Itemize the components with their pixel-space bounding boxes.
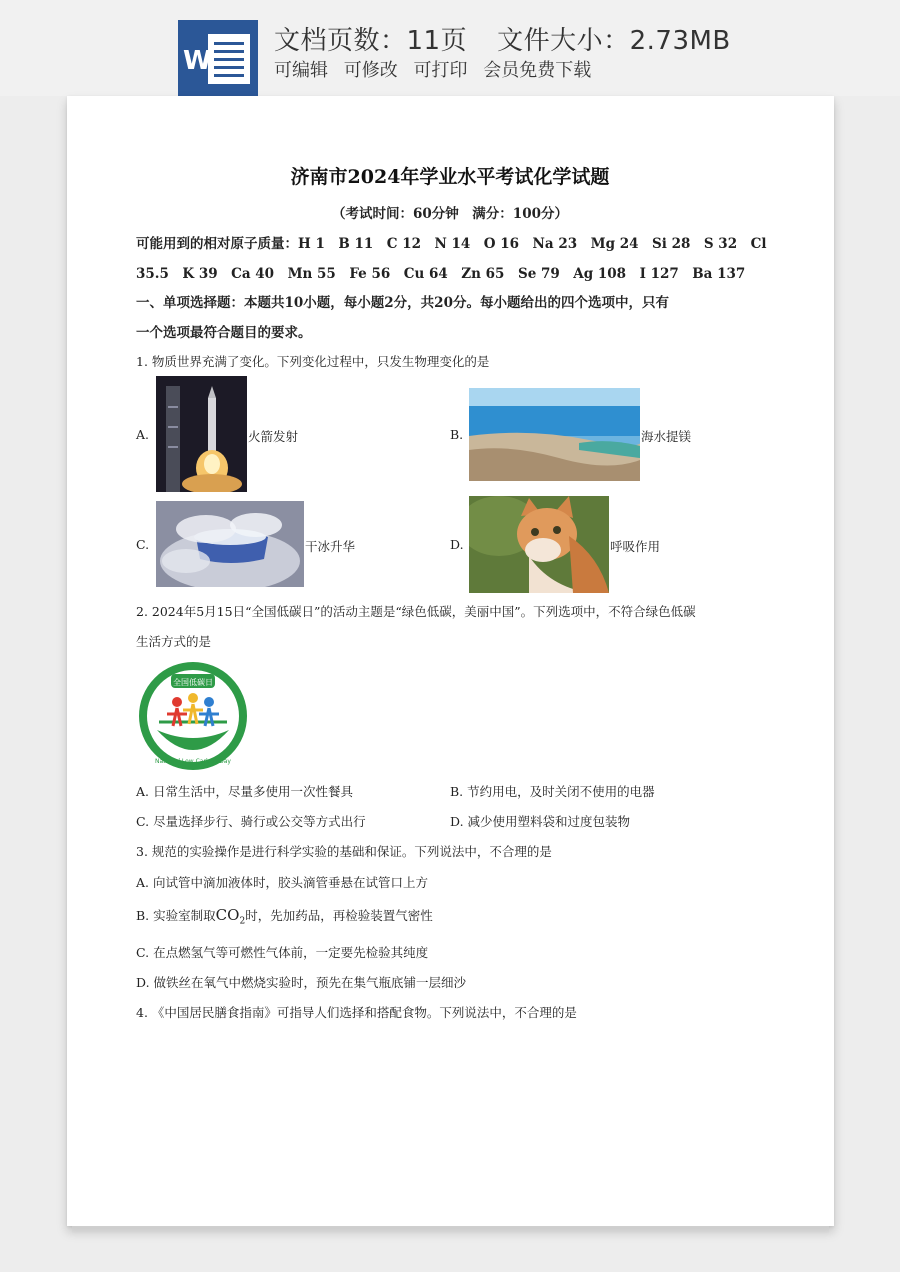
q3-option-c-text: 在点燃氢气等可燃性气体前，一定要先检验其纯度 — [153, 945, 429, 960]
atomic-masses-line2: 35.5 K 39 Ca 40 Mn 55 Fe 56 Cu 64 Zn 65 Se 79 Ag 108 I 127 Ba 137 — [136, 266, 746, 282]
q1-option-a-text: 火箭发射 — [248, 429, 299, 444]
q3-option-a — [136, 873, 428, 891]
q2-option-c-text: 尽量选择步行、骑行或公交等方式出行 — [153, 814, 366, 829]
q3-option-b-letter: B. — [136, 908, 150, 923]
file-actions — [274, 56, 601, 82]
q3-option-a-letter: A. — [136, 875, 150, 890]
question-3-stem: 3. 规范的实验操作是进行科学实验的基础和保证。下列说法中，不合理的是 — [136, 844, 552, 859]
word-document-icon — [178, 20, 258, 96]
q3-option-b-text-after: 时，先加药品，再检验装置气密性 — [245, 908, 433, 923]
q2-option-c-letter: C. — [136, 814, 150, 829]
file-stats — [274, 20, 731, 57]
q2-option-a-text: 日常生活中，尽量多使用一次性餐具 — [153, 784, 354, 799]
q2-option-b — [450, 782, 655, 800]
dry-ice-photo — [156, 501, 304, 587]
q1-option-a-letter: A. — [136, 427, 150, 442]
q3-option-c — [136, 943, 428, 961]
q1-option-d-letter: D. — [450, 537, 464, 552]
question-2-stem-line1: 2. 2024年5月15日“全国低碳日”的活动主题是“绿色低碳，美丽中国”。下列选项中，不符合绿色低碳 — [136, 604, 696, 619]
page-count-label: 文档页数：11页 — [274, 26, 468, 56]
q3-option-a-text: 向试管中滴加液体时，胶头滴管垂悬在试管口上方 — [153, 875, 429, 890]
svg-text:W: W — [183, 46, 212, 76]
q1-option-b-text: 海水提镁 — [641, 429, 692, 444]
q3-option-d-text: 做铁丝在氧气中燃烧实验时，预先在集气瓶底铺一层细沙 — [153, 975, 467, 990]
q2-option-b-letter: B. — [450, 784, 464, 799]
atomic-masses-line1: 可能用到的相对原子质量：H 1 B 11 C 12 N 14 O 16 Na 23 Mg 24 Si 28 S 32 Cl — [136, 236, 767, 252]
q2-option-d-letter: D. — [450, 814, 464, 829]
q1-option-c-letter: C. — [136, 537, 150, 552]
section-heading-line2: 一个选项最符合题目的要求。 — [136, 325, 312, 341]
q2-option-d — [450, 812, 630, 830]
cat-photo — [469, 496, 609, 593]
action-modifiable: 可修改 — [343, 60, 398, 81]
q1-option-b-letter: B. — [450, 427, 464, 442]
q3-option-d — [136, 973, 466, 991]
q1-option-d-text: 呼吸作用 — [610, 539, 661, 554]
q2-option-a — [136, 782, 353, 800]
exam-info: （考试时间：60分钟 满分：100分） — [332, 206, 568, 222]
co2-subscript: 2 — [239, 916, 246, 927]
question-2-stem-line2: 生活方式的是 — [136, 634, 212, 649]
low-carbon-day-logo — [137, 660, 249, 772]
action-printable: 可打印 — [413, 60, 468, 81]
q3-option-b — [136, 906, 433, 927]
seawater-photo — [469, 388, 640, 481]
q2-option-a-letter: A. — [136, 784, 150, 799]
file-size-label: 文件大小：2.73MB — [497, 26, 731, 56]
question-4-stem: 4. 《中国居民膳食指南》可指导人们选择和搭配食物。下列说法中，不合理的是 — [136, 1005, 577, 1020]
q2-option-c — [136, 812, 366, 830]
action-member-download: 会员免费下载 — [483, 60, 592, 81]
page-title: 济南市2024年学业水平考试化学试题 — [290, 166, 610, 188]
action-editable: 可编辑 — [274, 60, 328, 81]
section-heading-line1: 一、单项选择题：本题共10小题，每小题2分，共20分。每小题给出的四个选项中，只有 — [136, 295, 669, 311]
q2-option-d-text: 减少使用塑料袋和过度包装物 — [467, 814, 631, 829]
co2-formula: CO — [215, 906, 240, 924]
question-1-stem: 1. 物质世界充满了变化。下列变化过程中，只发生物理变化的是 — [136, 354, 490, 369]
page-shadow — [72, 1226, 829, 1234]
q3-option-c-letter: C. — [136, 945, 150, 960]
logo-text-cn: 全国低碳日 — [173, 678, 213, 687]
q3-option-d-letter: D. — [136, 975, 150, 990]
rocket-launch-photo — [156, 376, 247, 492]
file-info-banner — [0, 0, 900, 96]
q2-option-b-text: 节约用电，及时关闭不使用的电器 — [467, 784, 655, 799]
q1-option-c-text: 干冰升华 — [305, 539, 356, 554]
logo-text-en: National Low Carbon Day — [154, 758, 232, 765]
q3-option-b-text-before: 实验室制取 — [153, 908, 216, 923]
